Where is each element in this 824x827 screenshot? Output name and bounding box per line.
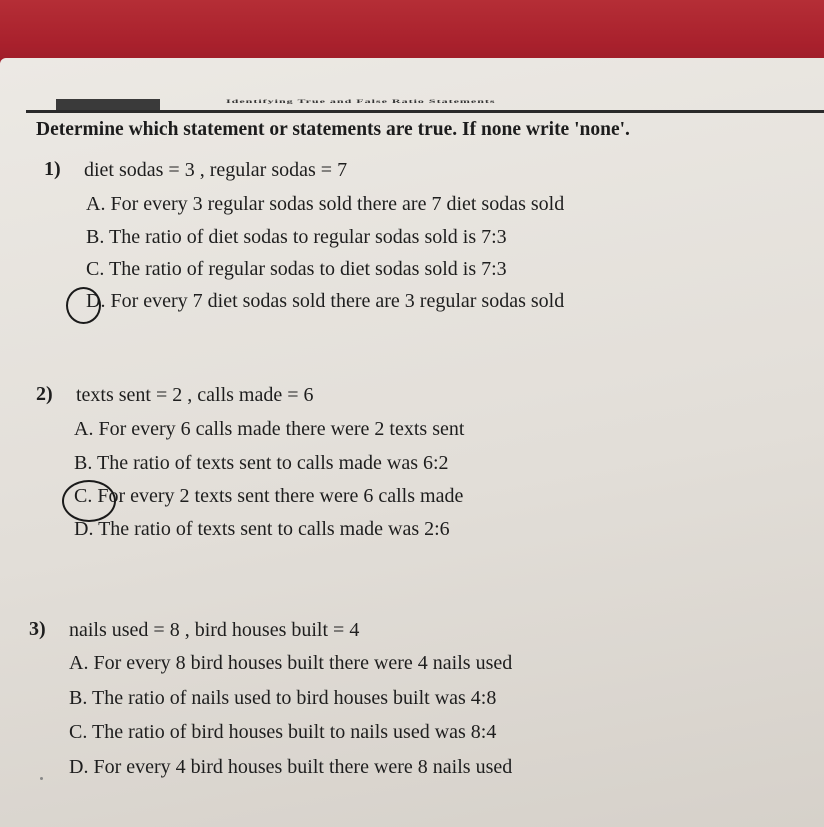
problem-stem: nails used = 8 , bird houses built = 4	[69, 619, 360, 641]
option-b: B. The ratio of texts sent to calls made was 6:2	[74, 452, 449, 474]
option-b: B. The ratio of nails used to bird houses built was 4:8	[69, 687, 497, 709]
option-d: D. For every 4 bird houses built there were 8 nails used	[69, 756, 513, 778]
option-c: C. The ratio of regular sodas to diet sodas sold is 7:3	[86, 258, 507, 280]
problem-number: 1)	[44, 158, 61, 180]
option-c: C. The ratio of bird houses built to nails used was 8:4	[69, 721, 497, 743]
handwritten-circle-mark	[66, 287, 101, 324]
worksheet-header-strip	[26, 96, 824, 114]
red-background-surface	[0, 0, 824, 66]
header-rule	[26, 110, 824, 113]
problem-stem: diet sodas = 3 , regular sodas = 7	[84, 159, 348, 181]
instructions-text: Determine which statement or statements are true. If none write 'none'.	[36, 119, 630, 140]
handwritten-circle-mark	[62, 480, 116, 522]
problem-number: 3)	[29, 618, 46, 640]
stray-pencil-dot	[40, 777, 43, 780]
option-d: D. For every 7 diet sodas sold there are 3 regular sodas sold	[86, 290, 565, 312]
option-b: B. The ratio of diet sodas to regular sodas sold is 7:3	[86, 226, 507, 248]
option-c: C. For every 2 texts sent there were 6 calls made	[74, 485, 464, 507]
option-a: A. For every 8 bird houses built there were 4 nails used	[69, 652, 513, 674]
option-d: D. The ratio of texts sent to calls made was 2:6	[74, 518, 450, 540]
cut-off-title: Identifying True and False Ratio Statements	[226, 98, 496, 105]
problem-stem: texts sent = 2 , calls made = 6	[76, 384, 314, 406]
problem-number: 2)	[36, 383, 53, 405]
option-a: A. For every 6 calls made there were 2 texts sent	[74, 418, 465, 440]
option-a: A. For every 3 regular sodas sold there are 7 diet sodas sold	[86, 193, 565, 215]
